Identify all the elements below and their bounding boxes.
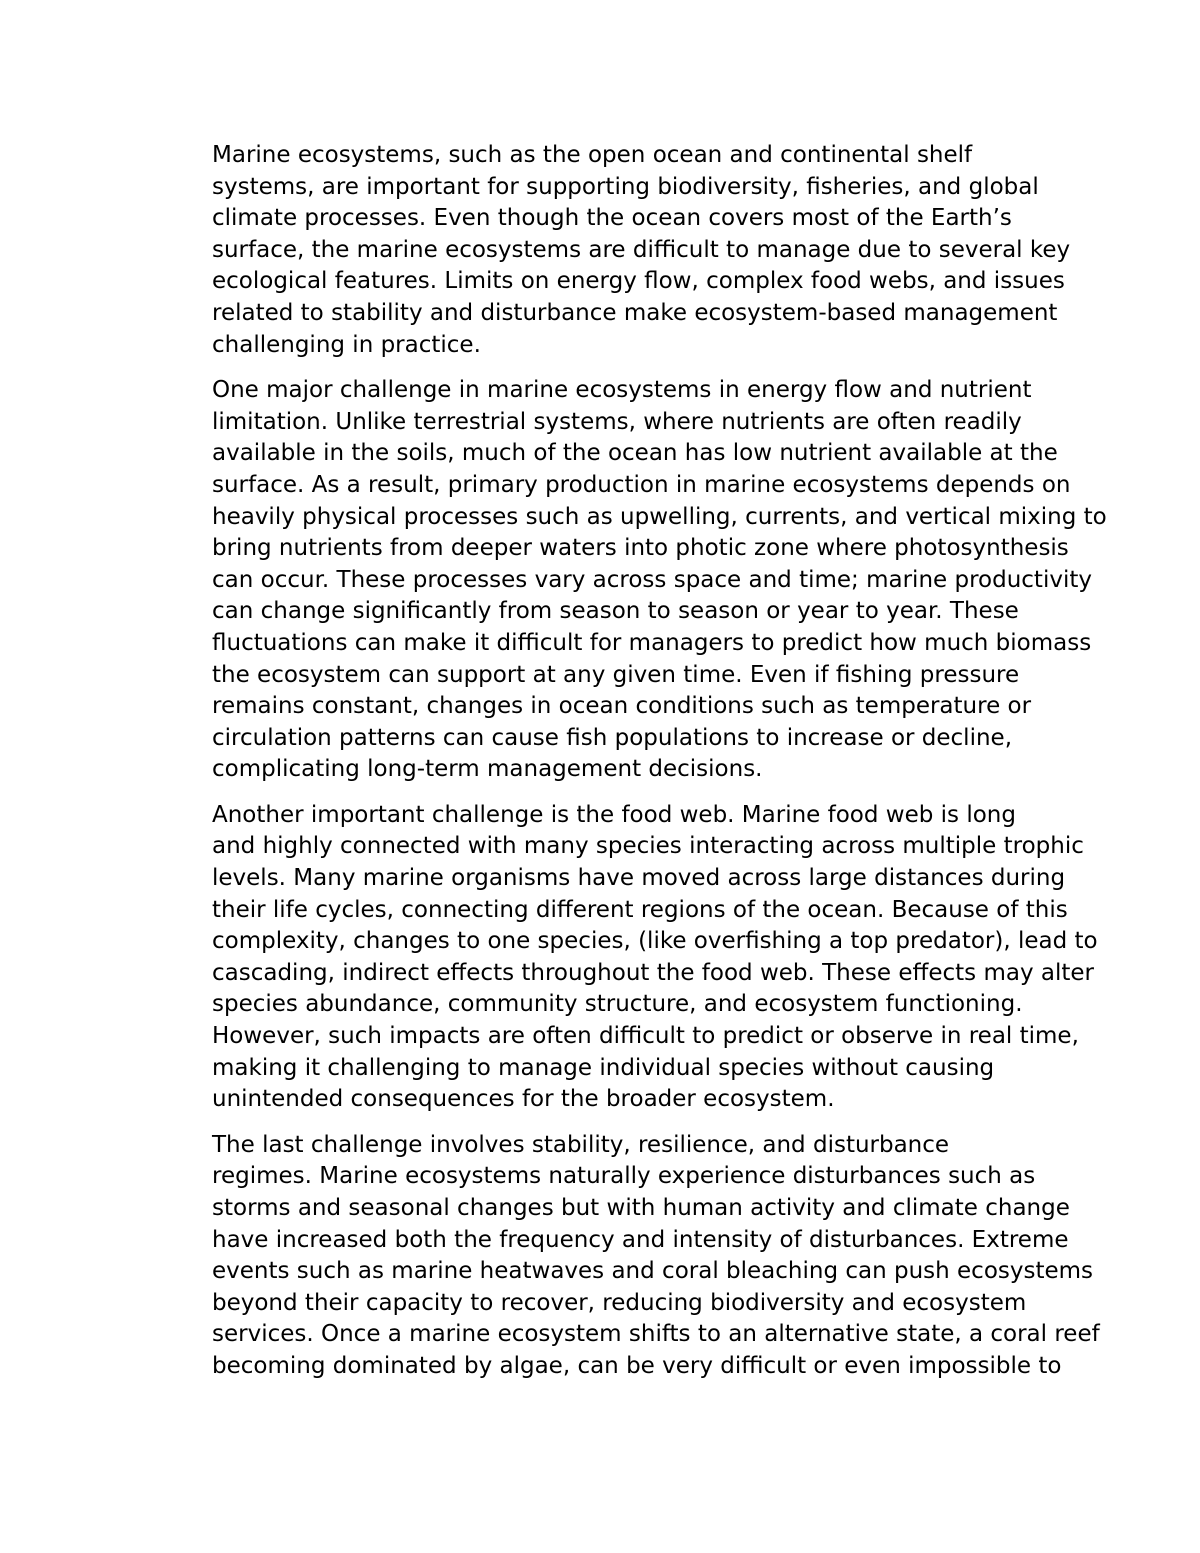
text-line: related to stability and disturbance make ecosystem-based management (212, 299, 1058, 326)
text-line: storms and seasonal changes but with human activity and climate change (212, 1195, 1070, 1221)
text-line: climate processes. Even though the ocean covers most of the Earth’s (212, 205, 1012, 232)
text-line: complicating long-term management decisions. (212, 756, 763, 783)
text-line: becoming dominated by algae, can be very difficult or even impossible to (212, 1352, 1062, 1379)
text-line: events such as marine heatwaves and coral bleaching can push ecosystems (212, 1258, 1094, 1285)
text-line: Marine ecosystems, such as the open ocean and continental shelf (212, 142, 973, 168)
text-line: However, such impacts are often difficult to predict or observe in real time, (212, 1023, 1079, 1050)
text-line: have increased both the frequency and intensity of disturbances. Extreme (212, 1226, 1069, 1253)
text-line: can occur. These processes vary across space and time; marine productivity (212, 566, 1092, 593)
text-line: levels. Many marine organisms have moved across large distances during (212, 865, 1066, 892)
text-line: unintended consequences for the broader ecosystem. (212, 1086, 835, 1113)
text-line: limitation. Unlike terrestrial systems, where nutrients are often readily (212, 408, 1022, 435)
text-line: species abundance, community structure, and ecosystem functioning. (212, 991, 1023, 1018)
text-line: cascading, indirect effects throughout the food web. These effects may alter (212, 959, 1094, 986)
text-line: challenging in practice. (212, 331, 481, 358)
text-line: remains constant, changes in ocean conditions such as temperature or (212, 693, 1032, 720)
text-line: available in the soils, much of the ocean has low nutrient available at the (212, 440, 1058, 467)
paragraph-stability (143, 1130, 1100, 1383)
text-line: complexity, changes to one species, (like overfishing a top predator), lead to (212, 928, 1098, 955)
text-line: One major challenge in marine ecosystems in energy flow and nutrient (212, 377, 1032, 404)
text-line: services. Once a marine ecosystem shifts to an alternative state, a coral reef (212, 1321, 1100, 1348)
paragraph-intro (143, 140, 1073, 361)
text-line: systems, are important for supporting biodiversity, fisheries, and global (212, 173, 1039, 200)
text-line: Another important challenge is the food web. Marine food web is long (212, 801, 1016, 828)
text-line: surface, the marine ecosystems are difficult to manage due to several key (212, 236, 1071, 263)
document-body (143, 140, 1107, 1397)
text-line: can change significantly from season to season or year to year. These (212, 598, 1019, 625)
text-line: bring nutrients from deeper waters into photic zone where photosynthesis (212, 535, 1069, 562)
text-line: ecological features. Limits on energy flow, complex food webs, and issues (212, 268, 1065, 295)
text-line: beyond their capacity to recover, reducing biodiversity and ecosystem (212, 1289, 1027, 1316)
text-line: fluctuations can make it difficult for managers to predict how much biomass (212, 629, 1092, 656)
paragraph-energy-flow (143, 375, 1107, 786)
text-line: heavily physical processes such as upwelling, currents, and vertical mixing to (212, 503, 1107, 530)
text-line: regimes. Marine ecosystems naturally experience disturbances such as (212, 1163, 1036, 1190)
text-line: and highly connected with many species interacting across multiple trophic (212, 833, 1084, 860)
text-line: surface. As a result, primary production in marine ecosystems depends on (212, 471, 1071, 498)
paragraph-food-web (143, 800, 1098, 1116)
text-line: making it challenging to manage individual species without causing (212, 1054, 995, 1081)
text-line: their life cycles, connecting different regions of the ocean. Because of this (212, 896, 1068, 923)
text-line: the ecosystem can support at any given time. Even if fishing pressure (212, 661, 1020, 688)
text-line: The last challenge involves stability, resilience, and disturbance (212, 1131, 950, 1158)
text-line: circulation patterns can cause fish populations to increase or decline, (212, 724, 1013, 751)
